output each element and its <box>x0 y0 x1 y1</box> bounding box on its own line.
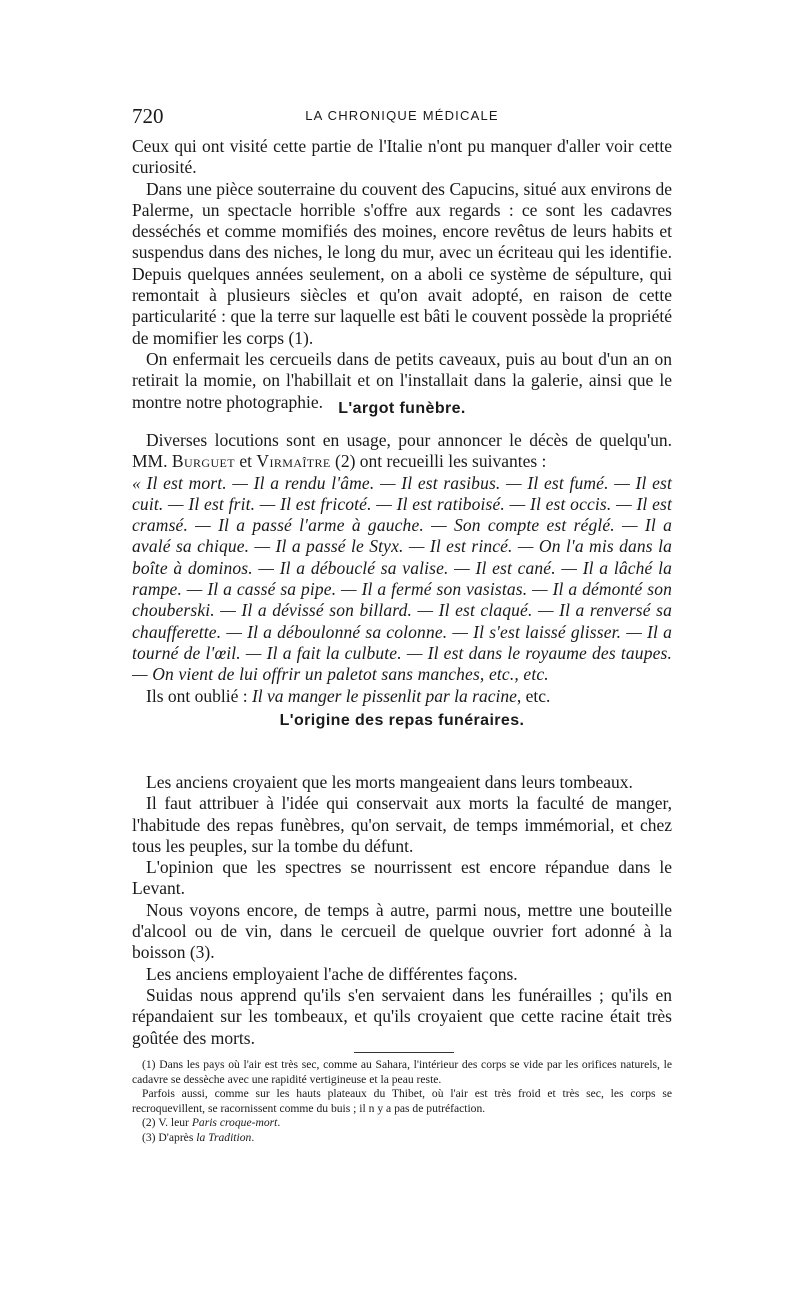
author-name: Virmaître <box>256 451 331 472</box>
footnote-2-lead: (2) V. leur <box>142 1116 192 1130</box>
intro-text <box>132 136 672 413</box>
running-title: LA CHRONIQUE MÉDICALE <box>305 108 499 123</box>
author-name: Burguet <box>171 451 236 472</box>
omission-phrase: Il va manger le pissenlit par la racine <box>251 685 517 706</box>
section-heading-argot: L'argot funèbre. <box>338 400 466 417</box>
footnote-3-lead: (3) D'après <box>142 1130 197 1144</box>
repas-text <box>132 772 672 1049</box>
omission-end: , etc. <box>516 685 551 706</box>
argot-text <box>132 430 672 707</box>
argot-intro-text: Diverses locutions sont en usage, pour annoncer le décès de quelqu'un. MM. <box>132 430 672 472</box>
intro-paragraph-3: On enfermait les cercueils dans de petits caveaux, puis au bout d'un an on retirait la momie, on l'habillait et on l'installait dans la galerie, ainsi que le montre notre photographie. <box>132 348 672 412</box>
repas-paragraph-2: Il faut attribuer à l'idée qui conservait aux morts la faculté de manger, l'habitude des repas funèbres, qu'on servait, de temps immémorial, et chez tous les peuples, sur la tombe du défunt. <box>132 793 672 856</box>
footnote-1-continued: Parfois aussi, comme sur les hauts plateaux du Thibet, où l'air est très froid et très sec, les corps se recroquevillent, se racornissent comme du buis ; il n y a pas de putréfaction. <box>132 1087 672 1115</box>
repas-paragraph-6: Suidas nous apprend qu'ils s'en servaient dans les funérailles ; qu'ils en répandaient sur les tombeaux, et qu'ils croyaient que cette racine était très goûtée des morts. <box>132 984 672 1048</box>
argot-expressions-quote: « Il est mort. — Il a rendu l'âme. — Il est rasibus. — Il est fumé. — Il est cuit. — Il est frit. — Il est fricoté. — Il est ratiboisé. — Il est occis. — Il est cramsé. — Il a passé l'arme à gauche. — Son compte est réglé. — Il a avalé sa chique. — Il a passé le Styx. — Il est rincé. — On l'a mis dans la boîte à dominos. — Il a débouclé sa valise. — Il est cané. — Il a lâché la rampe. — Il a cassé sa pipe. — Il a fermé son vasistas. — Il a démonté son chouberski. — Il a dévissé son billard. — Il est claqué. — Il a renversé sa chaufferette. — Il a déboulonné sa colonne. — Il s'est laissé glisser. — Il a tourné de l'œil. — Il a fait la culbute. — Il est dans le royaume des taupes. — On vient de lui offrir un paletot sans manches, etc., etc. <box>132 472 672 685</box>
intro-paragraph-2: Dans une pièce souterraine du couvent des Capucins, situé aux environs de Palerme, un spectacle horrible s'offre aux regards : ce sont les cadavres desséchés et comme momifiés des moines, encore revêtus de leurs habits et suspendus dans des niches, le long du mur, avec un écriteau qui les identifie. Depuis quelques années seulement, on a aboli ce système de sépulture, qui remontait à plusieurs siècles et qu'on avait adopté, en raison de cette particularité : que la terre sur laquelle est bâti le couvent possède la propriété de momifier les corps (1). <box>132 178 672 348</box>
omission-lead: Ils ont oublié : <box>146 685 252 706</box>
page-header <box>132 104 672 130</box>
footnotes <box>132 1058 672 1146</box>
footnote-3-end: . <box>251 1130 255 1144</box>
repas-paragraph-4: Nous voyons encore, de temps à autre, parmi nous, mettre une bouteille d'alcool ou de vin, dans le cercueil de quelque ouvrier fort adonné à la boisson (3). <box>132 899 672 963</box>
argot-intro-paragraph <box>132 430 672 473</box>
footnote-2-end: . <box>277 1116 281 1130</box>
repas-paragraph-1: Les anciens croyaient que les morts mangeaient dans leurs tombeaux. <box>146 772 633 792</box>
repas-paragraph-3: L'opinion que les spectres se nourrissent est encore répandue dans le Levant. <box>132 857 672 899</box>
argot-omission-paragraph <box>132 686 672 707</box>
footnote-3-title: la Tradition <box>196 1130 252 1144</box>
repas-paragraph-5: Les anciens employaient l'ache de différentes façons. <box>146 963 518 984</box>
argot-intro-conjunction: et <box>235 451 257 472</box>
footnote-1: (1) Dans les pays où l'air est très sec, comme au Sahara, l'intérieur des corps se vide par les orifices naturels, le cadavre se dessèche avec une rapidité vertigineuse et la peau reste. <box>132 1058 672 1086</box>
footnote-divider <box>354 1052 454 1053</box>
footnote-2 <box>132 1116 672 1131</box>
page-number: 720 <box>132 104 164 128</box>
argot-intro-ending: (2) ont recueilli les suivantes : <box>330 451 547 472</box>
section-heading-repas: L'origine des repas funéraires. <box>279 712 525 729</box>
intro-paragraph-1: Ceux qui ont visité cette partie de l'Italie n'ont pu manquer d'aller voir cette curiosité. <box>132 136 672 178</box>
footnote-2-title: Paris croque-mort <box>191 1116 278 1130</box>
footnote-3 <box>132 1131 672 1146</box>
